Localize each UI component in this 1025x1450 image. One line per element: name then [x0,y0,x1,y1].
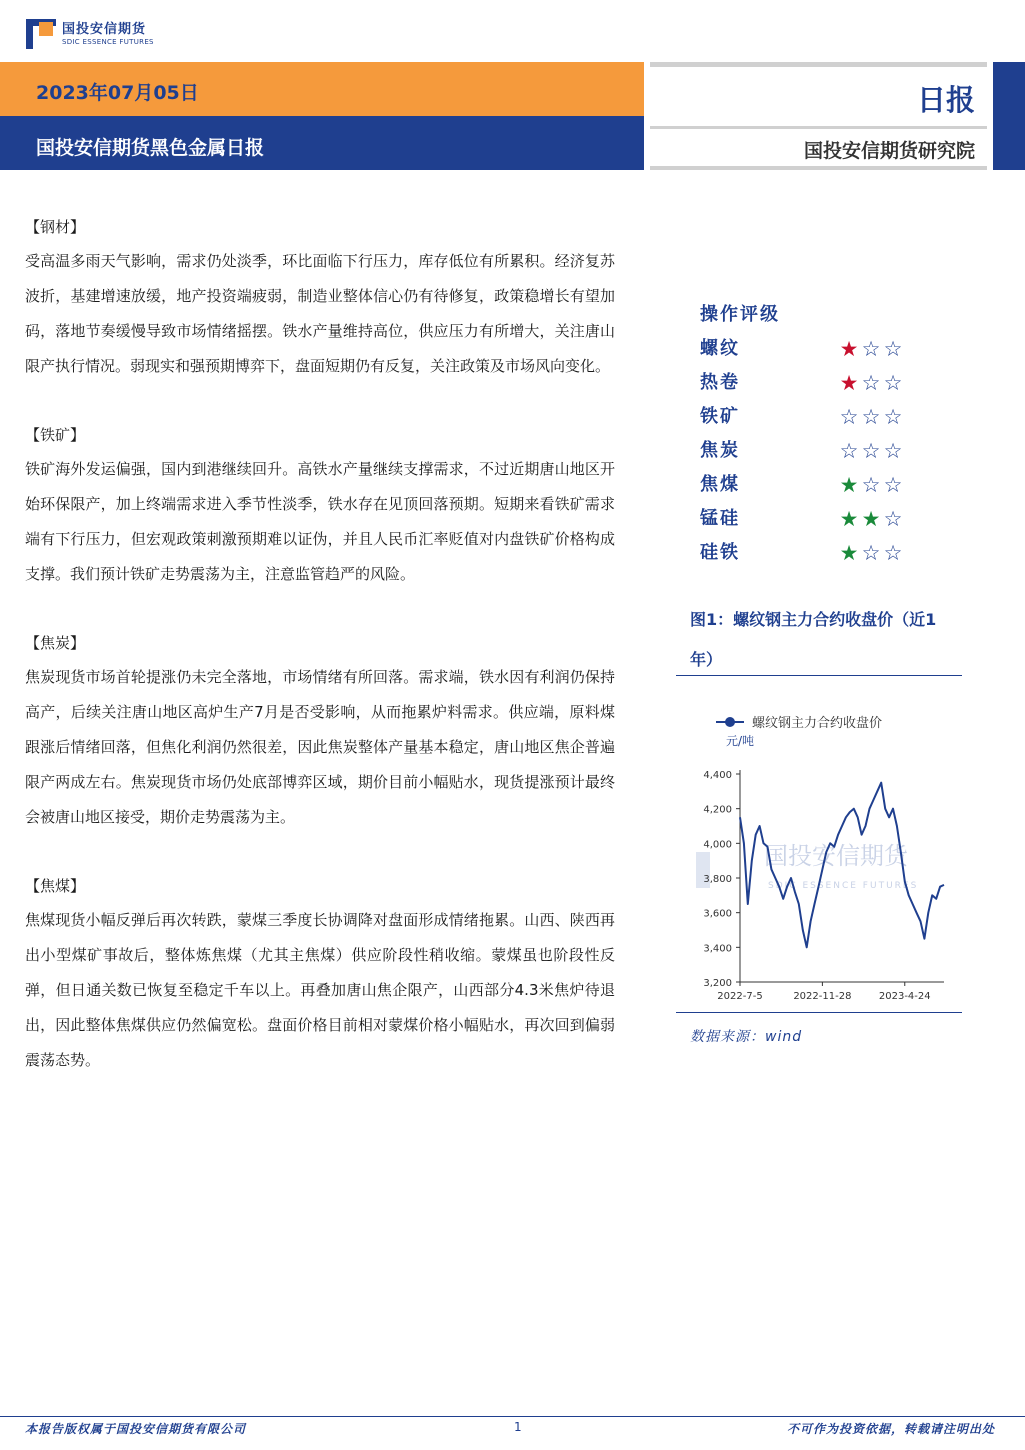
x-tick-label: 2022-7-5 [717,991,763,1002]
rating-stars [838,404,904,429]
y-tick-label: 4,400 [703,770,732,781]
chart-svg [676,700,962,1010]
report-title: 国投安信期货黑色金属日报 [36,137,265,159]
section-body: 受高温多雨天气影响，需求仍处淡季，环比面临下行压力，库存低位有所累积。经济复苏波折，基建增速放缓，地产投资端疲弱，制造业整体信心仍有待修复，政策稳增长有望加码，落地节奏缓慢导致市场情绪摇摆。铁水产量维持高位，供应压力有所增大，关注唐山限产执行情况。弱现实和强预期博弈下，盘面短期仍有反复，关注政策及市场风向变化。 [25,252,615,375]
footer-disclaimer: 不可作为投资依据，转载请注明出处 [786,1422,995,1436]
star-filled-icon: ★ [861,506,881,531]
star-filled-icon: ★ [839,540,859,565]
logo-en-text: SDIC ESSENCE FUTURES [62,37,154,46]
rating-row [700,400,960,434]
company-logo [26,18,154,50]
footer-rule [0,1416,1025,1417]
star-empty-icon: ☆ [883,540,903,565]
section-title: 【焦炭】 [25,634,86,652]
star-empty-icon: ☆ [883,472,903,497]
rating-row [700,468,960,502]
page-number: 1 [514,1420,522,1434]
star-filled-icon: ★ [839,336,859,361]
rating-row [700,434,960,468]
footer-copyright: 本报告版权属于国投安信期货有限公司 [25,1422,247,1436]
header-divider [650,62,987,67]
section-steel [25,210,615,384]
section-title: 【钢材】 [25,218,86,236]
y-tick-label: 3,200 [703,978,732,989]
rating-heading: 操作评级 [700,304,780,325]
star-empty-icon: ☆ [861,370,881,395]
y-tick-label: 3,400 [703,943,732,955]
y-axis-unit: 元/吨 [726,734,755,748]
figure-title: 图1：螺纹钢主力合约收盘价（近1年） [690,610,937,669]
rating-product-name: 硅铁 [700,542,740,563]
star-filled-icon: ★ [839,370,859,395]
section-body: 焦炭现货市场首轮提涨仍未完全落地，市场情绪有所回落。需求端，铁水因有利润仍保持高产，后续关注唐山地区高炉生产7月是否受影响，从而拖累炉料需求。供应端，原料煤跟涨后情绪回落，但焦化利润仍然很差，因此焦炭整体产量基本稳定，唐山地区焦企普遍限产两成左右。焦炭现货市场仍处底部博弈区域，期价目前小幅贴水，现货提涨预计最终会被唐山地区接受，期价走势震荡为主。 [25,668,615,826]
section-coking-coal [25,869,615,1078]
logo-cn-text: 国投安信期货 [62,21,147,37]
rating-product-name: 螺纹 [700,338,740,359]
star-empty-icon: ☆ [883,336,903,361]
doc-type-label: 日报 [916,83,975,117]
rating-stars [838,336,904,361]
star-empty-icon: ☆ [883,370,903,395]
legend-label: 螺纹钢主力合约收盘价 [752,716,883,731]
figure-rule-top [676,675,962,676]
rating-stars [838,540,904,565]
y-tick-label: 3,600 [703,908,732,920]
star-empty-icon: ☆ [883,404,903,429]
star-empty-icon: ☆ [883,438,903,463]
y-tick-label: 4,200 [703,804,732,816]
watermark-text: 国投安信期货 [764,842,908,870]
section-title: 【焦煤】 [25,877,86,895]
section-coke [25,626,615,835]
rating-row [700,332,960,366]
rating-product-name: 铁矿 [700,406,740,427]
header-divider [650,166,987,170]
institute-name: 国投安信期货研究院 [803,140,975,162]
rating-product-name: 焦煤 [700,474,740,495]
star-empty-icon: ☆ [861,540,881,565]
header-divider [650,126,987,129]
rating-stars [838,370,904,395]
rating-row [700,366,960,400]
rating-stars [838,506,904,531]
rating-row [700,502,960,536]
figure-rule-bottom [676,1012,962,1013]
rating-product-name: 锰硅 [700,508,740,529]
star-empty-icon: ☆ [861,336,881,361]
y-tick-label: 3,800 [703,874,732,885]
rating-stars [838,472,904,497]
legend-marker-icon [725,717,735,727]
x-tick-label: 2022-11-28 [793,991,852,1002]
section-body: 焦煤现货小幅反弹后再次转跌，蒙煤三季度长协调降对盘面形成情绪拖累。山西、陕西再出小型煤矿事故后，整体炼焦煤（尤其主焦煤）供应阶段性稍收缩。蒙煤虽也阶段性反弹，但日通关数已恢复至稳定千车以上。再叠加唐山焦企限产，山西部分4.3米焦炉待退出，因此整体焦煤供应仍然偏宽松。盘面价格目前相对蒙煤价格小幅贴水，再次回到偏弱震荡态势。 [25,911,615,1069]
section-body: 铁矿海外发运偏强，国内到港继续回升。高铁水产量继续支撑需求，不过近期唐山地区开始环保限产，加上终端需求进入季节性淡季，铁水存在见顶回落预期。短期来看铁矿需求端有下行压力，但宏观政策刺激预期难以证伪，并且人民币汇率贬值对内盘铁矿价格构成支撑。我们预计铁矿走势震荡为主，注意监管趋严的风险。 [25,460,615,583]
star-empty-icon: ☆ [861,472,881,497]
data-source: 数据来源：wind [690,1029,803,1045]
star-filled-icon: ★ [839,506,859,531]
star-empty-icon: ☆ [839,404,859,429]
star-empty-icon: ☆ [883,506,903,531]
rating-product-name: 焦炭 [700,440,740,461]
y-tick-label: 4,000 [703,839,732,851]
rating-stars [838,438,904,463]
star-empty-icon: ☆ [861,404,881,429]
rebar-price-chart [676,700,962,1010]
watermark-en-text: SDIC ESSENCE FUTURES [768,881,919,891]
star-empty-icon: ☆ [861,438,881,463]
rating-product-name: 热卷 [700,372,740,393]
star-empty-icon: ☆ [839,438,859,463]
rating-panel [700,298,960,570]
x-tick-label: 2023-4-24 [878,991,931,1002]
section-iron-ore [25,418,615,592]
section-title: 【铁矿】 [25,426,86,444]
logo-mark-icon [26,19,56,49]
rating-row [700,536,960,570]
report-date: 2023年07月05日 [36,82,199,104]
star-filled-icon: ★ [839,472,859,497]
report-body [25,210,615,1112]
header-blue-block [993,62,1025,170]
